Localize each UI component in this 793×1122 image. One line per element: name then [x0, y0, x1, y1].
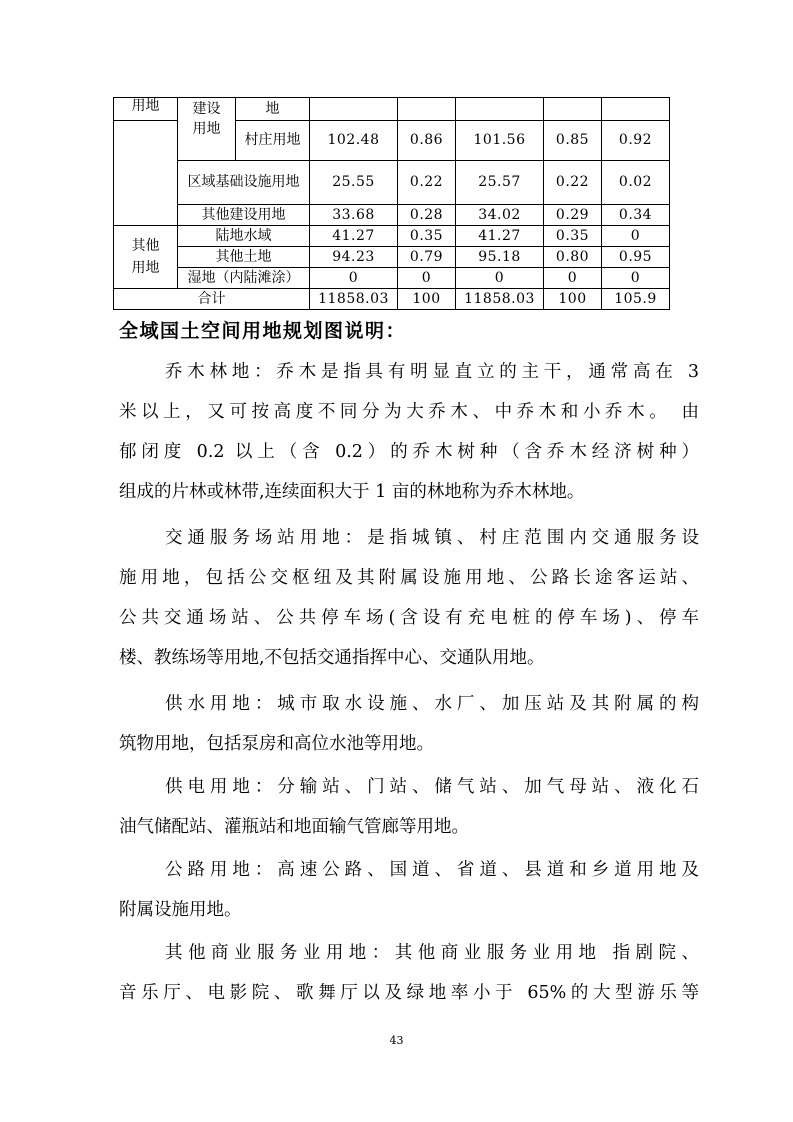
table-cell: 建设	[178, 98, 236, 121]
table-cell: 其他用地	[114, 226, 178, 289]
table-row	[114, 161, 670, 205]
paragraph-line: 供电用地：分输站、门站、储气站、加气母站、液化石	[165, 777, 699, 797]
table-row	[114, 226, 670, 247]
table-cell: 0.35	[398, 226, 456, 247]
table-cell: 101.56	[456, 121, 544, 161]
table-cell: 0.79	[398, 247, 456, 268]
paragraph-line: 组成的片林或林带,连续面积大于 1 亩的林地称为乔木林地。	[119, 482, 585, 502]
table-row	[114, 289, 670, 310]
table-cell	[398, 98, 456, 121]
table-row	[114, 247, 670, 268]
paragraph-line: 其他商业服务业用地：其他商业服务业用地 指剧院、	[165, 943, 699, 963]
table-cell	[114, 121, 178, 226]
table-cell: 湿地（内陆滩涂）	[178, 268, 310, 289]
table-cell: 用地	[114, 98, 178, 121]
paragraph-highway	[119, 850, 699, 930]
paragraph-line: 施用地，包括公交枢纽及其附属设施用地、公路长途客运站、	[119, 568, 699, 588]
table-cell: 其他建设用地	[178, 205, 310, 226]
paragraph-other-commercial	[119, 933, 699, 1013]
section-heading: 全域国土空间用地规划图说明：	[119, 320, 407, 342]
table-cell: 0.80	[544, 247, 602, 268]
table-cell: 0	[544, 268, 602, 289]
table-cell: 0	[456, 268, 544, 289]
paragraph-line: 公共交通场站、公共停车场(含设有充电桩的停车场)、停车	[119, 608, 699, 628]
table-cell: 41.27	[456, 226, 544, 247]
table-cell: 34.02	[456, 205, 544, 226]
table-cell	[544, 98, 602, 121]
table-cell: 0.95	[602, 247, 670, 268]
paragraph-line: 公路用地：高速公路、国道、省道、县道和乡道用地及	[165, 860, 699, 880]
table-cell	[456, 98, 544, 121]
table-cell: 33.68	[310, 205, 398, 226]
paragraph-arbor-forest	[119, 352, 699, 512]
paragraph-line: 附属设施用地。	[119, 900, 242, 920]
table-cell: 0.86	[398, 121, 456, 161]
table-row	[114, 268, 670, 289]
table-cell: 村庄用地	[236, 121, 310, 161]
table-cell: 11858.03	[456, 289, 544, 310]
table-row	[114, 121, 670, 161]
paragraph-line: 音乐厅、电影院、歌舞厅以及绿地率小于 65%的大型游乐等	[119, 983, 699, 1003]
land-use-table	[113, 97, 670, 310]
table-row	[114, 205, 670, 226]
table-cell: 41.27	[310, 226, 398, 247]
table-cell: 用地	[178, 121, 236, 161]
paragraph-water-supply	[119, 684, 699, 764]
table-cell: 100	[398, 289, 456, 310]
paragraph-line: 乔木林地：乔木是指具有明显直立的主干，通常高在 3	[165, 362, 699, 382]
table-cell: 0.22	[544, 161, 602, 205]
table-cell: 105.9	[602, 289, 670, 310]
paragraph-line: 楼、教练场等用地,不包括交通指挥中心、交通队用地。	[119, 648, 545, 668]
table-cell: 25.57	[456, 161, 544, 205]
paragraph-line: 筑物用地，包括泵房和高位水池等用地。	[119, 734, 434, 754]
table-cell: 合计	[114, 289, 310, 310]
paragraph-line: 米以上，又可按高度不同分为大乔木、中乔木和小乔木。 由	[119, 402, 699, 422]
paragraph-transport-station	[119, 518, 699, 678]
table-cell: 其他土地	[178, 247, 310, 268]
table-cell: 地	[236, 98, 310, 121]
table-cell: 0.34	[602, 205, 670, 226]
table-cell: 100	[544, 289, 602, 310]
table-cell: 0.28	[398, 205, 456, 226]
table-cell	[602, 98, 670, 121]
paragraph-gas-supply	[119, 767, 699, 847]
page-number: 43	[389, 1034, 404, 1047]
table-cell: 陆地水域	[178, 226, 310, 247]
table-cell: 0	[310, 268, 398, 289]
table-cell: 0.92	[602, 121, 670, 161]
table-cell: 25.55	[310, 161, 398, 205]
table-row	[114, 98, 670, 121]
table-cell: 102.48	[310, 121, 398, 161]
paragraph-line: 交通服务场站用地：是指城镇、村庄范围内交通服务设	[165, 528, 699, 548]
table-cell: 94.23	[310, 247, 398, 268]
table-cell: 0.35	[544, 226, 602, 247]
table-cell: 0	[398, 268, 456, 289]
table-cell: 0.22	[398, 161, 456, 205]
table-cell: 0	[602, 226, 670, 247]
paragraph-line: 油气储配站、灌瓶站和地面输气管廊等用地。	[119, 817, 469, 837]
paragraph-line: 郁闭度 0.2 以上（含 0.2）的乔木树种（含乔木经济树种）	[119, 442, 699, 462]
table-cell: 95.18	[456, 247, 544, 268]
paragraph-line: 供水用地：城市取水设施、水厂、加压站及其附属的构	[165, 694, 699, 714]
table-cell	[310, 98, 398, 121]
table-cell: 0	[602, 268, 670, 289]
table-cell: 0.02	[602, 161, 670, 205]
table-cell: 0.29	[544, 205, 602, 226]
table-cell: 区域基础设施用地	[178, 161, 310, 205]
table-cell: 0.85	[544, 121, 602, 161]
table-cell: 11858.03	[310, 289, 398, 310]
